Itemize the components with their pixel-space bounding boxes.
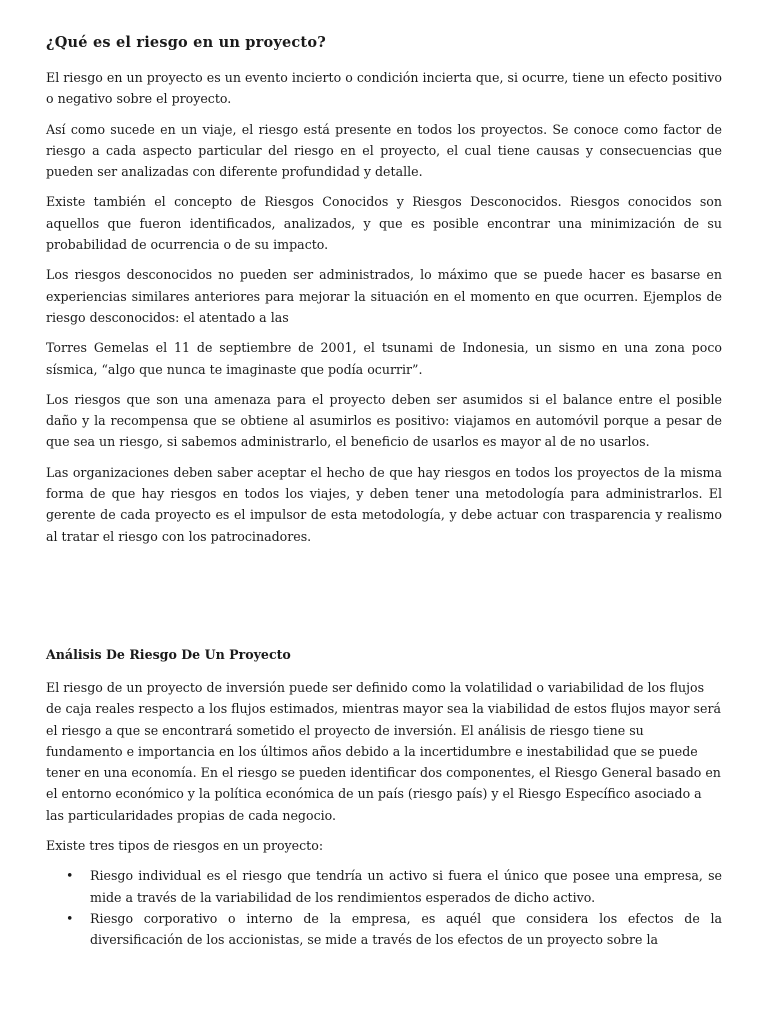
list-item-text: Riesgo corporativo o interno de la empresa, es aquél que considera los efectos de la diversificación de los accionistas, se mide a través de los efectos de un proyecto sobre la xyxy=(90,910,722,948)
paragraph: Así como sucede en un viaje, el riesgo está presente en todos los proyectos. Se conoce como factor de riesgo a cada aspecto particular del riesgo en el proyecto, el cual tiene causas y consecuencias que pueden ser analizadas con diferente profundidad y detalle. xyxy=(46,121,722,180)
bullet-icon: • xyxy=(66,910,74,926)
bullet-list xyxy=(46,865,722,950)
paragraph: El riesgo de un proyecto de inversión puede ser definido como la volatilidad o variabilidad de los flujos de caja reales respecto a los flujos estimados, mientras mayor sea la viabilidad de estos flujos mayor será el riesgo a que se encontrará sometido el proyecto de inversión. El análisis de riesgo tiene su fundamento e importancia en los últimos años debido a la incertidumbre e inestabilidad que se puede tener en una economía. En el riesgo se pueden identificar dos componentes, el Riesgo General basado en el entorno económico y la política económica de un país (riesgo país) y el Riesgo Específico asociado a las particularidades propias de cada negocio. xyxy=(46,680,721,823)
paragraph: El riesgo en un proyecto es un evento incierto o condición incierta que, si ocurre, tiene un efecto positivo o negativo sobre el proyecto. xyxy=(46,70,722,107)
section-subtitle: Análisis De Riesgo De Un Proyecto xyxy=(46,647,291,662)
section-title: ¿Qué es el riesgo en un proyecto? xyxy=(46,34,326,51)
paragraph: Las organizaciones deben saber aceptar el hecho de que hay riesgos en todos los proyectos de la misma forma de que hay riesgos en todos los viajes, y deben tener una metodología para administrarlos. El gerente de cada proyecto es el impulsor de esta metodología, y debe actuar con trasparencia y realismo al tratar el riesgo con los patrocinadores. xyxy=(46,464,722,544)
paragraph: Torres Gemelas el 11 de septiembre de 2001, el tsunami de Indonesia, un sismo en una zona poco sísmica, “algo que nunca te imaginaste que podía ocurrir”. xyxy=(46,340,722,377)
list-item xyxy=(46,865,722,908)
section-body xyxy=(46,677,722,951)
bullet-icon: • xyxy=(66,868,74,884)
paragraph: Los riesgos que son una amenaza para el proyecto deben ser asumidos si el balance entre el posible daño y la recompensa que se obtiene al asumirlos es positivo: viajamos en automóvil porque a pesar de que sea un riesgo, si sabemos administrarlo, el beneficio de usarlos es mayor al de no usarlos. xyxy=(46,391,722,450)
section-body xyxy=(46,67,722,556)
list-item-text: Riesgo individual es el riesgo que tendría un activo si fuera el único que posee una empresa, se mide a través de la variabilidad de los rendimientos esperados de dicho activo. xyxy=(90,868,722,905)
paragraph: Existe tres tipos de riesgos en un proyecto: xyxy=(46,838,324,854)
list-item xyxy=(46,908,722,951)
paragraph: Los riesgos desconocidos no pueden ser administrados, lo máximo que se puede hacer es basarse en experiencias similares anteriores para mejorar la situación en el momento en que ocurren. Ejemplos de riesgo desconocidos: el atentado a las xyxy=(46,267,722,325)
paragraph: Existe también el concepto de Riesgos Conocidos y Riesgos Desconocidos. Riesgos conocidos son aquellos que fueron identificados, analizados, y que es posible encontrar una minimización de su probabilidad de ocurrencia o de su impacto. xyxy=(46,194,722,253)
